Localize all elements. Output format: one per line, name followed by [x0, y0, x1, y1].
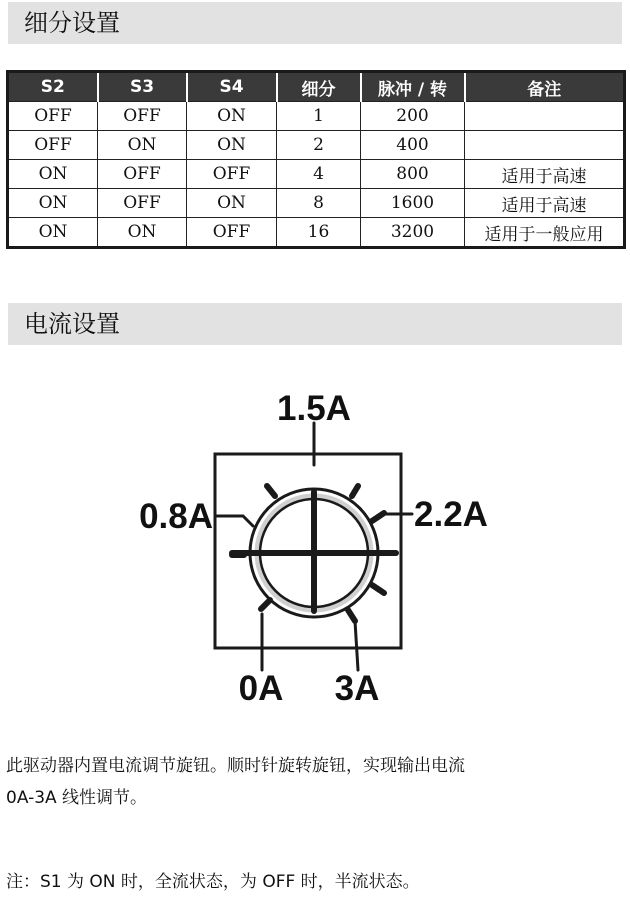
cell-s3: OFF	[98, 189, 187, 218]
table-header-row	[8, 72, 625, 102]
cell-s3: ON	[98, 218, 187, 248]
note-text: 注：S1 为 ON 时，全流状态，为 OFF 时，半流状态。	[6, 872, 420, 892]
header-remarks: 备注	[465, 72, 625, 102]
header-s2: S2	[8, 72, 98, 102]
cell-pulses: 400	[361, 131, 465, 160]
cell-pulses: 200	[361, 102, 465, 131]
cell-pulses: 800	[361, 160, 465, 189]
current-section-title: 电流设置	[8, 303, 622, 345]
cell-s2: ON	[8, 160, 98, 189]
cell-s2: ON	[8, 189, 98, 218]
leader-line-lower-right	[355, 621, 358, 670]
cell-subdivision: 16	[277, 218, 361, 248]
cell-s4: OFF	[187, 218, 277, 248]
table-row	[8, 160, 625, 189]
dial-label-2-2a: 2.2A	[414, 495, 488, 534]
dial-tick	[372, 585, 384, 593]
cell-s3: OFF	[98, 102, 187, 131]
dial-tick	[261, 600, 270, 609]
cell-remark: 适用于一般应用	[465, 218, 625, 248]
cell-remark	[465, 131, 625, 160]
table-row	[8, 218, 625, 248]
header-s3: S3	[98, 72, 187, 102]
dial-tick	[267, 486, 275, 496]
cell-s4: ON	[187, 131, 277, 160]
cell-s4: ON	[187, 102, 277, 131]
cell-s3: ON	[98, 131, 187, 160]
cell-remark: 适用于高速	[465, 189, 625, 218]
cell-s2: OFF	[8, 102, 98, 131]
dial-label-0a: 0A	[238, 669, 284, 708]
cell-s4: OFF	[187, 160, 277, 189]
description-line-2: 0A-3A 线性调节。	[6, 788, 148, 808]
current-dial-diagram	[0, 355, 630, 715]
table-row	[8, 189, 625, 218]
dial-label-0-8a: 0.8A	[139, 497, 213, 536]
dial-label-3a: 3A	[334, 669, 380, 708]
cell-s3: OFF	[98, 160, 187, 189]
header-subdivision: 细分	[277, 72, 361, 102]
cell-s2: ON	[8, 218, 98, 248]
header-pulses-per-rev: 脉冲 / 转	[361, 72, 465, 102]
cell-s2: OFF	[8, 131, 98, 160]
cell-subdivision: 2	[277, 131, 361, 160]
cell-remark: 适用于高速	[465, 160, 625, 189]
cell-remark	[465, 102, 625, 131]
dial-tick	[348, 610, 355, 621]
cell-subdivision: 1	[277, 102, 361, 131]
cell-subdivision: 8	[277, 189, 361, 218]
description-line-1: 此驱动器内置电流调节旋钮。顺时针旋转旋钮，实现输出电流	[6, 756, 465, 776]
dial-label-1-5a: 1.5A	[277, 389, 351, 428]
cell-pulses: 1600	[361, 189, 465, 218]
table-row	[8, 102, 625, 131]
dial-tick	[352, 486, 358, 496]
cell-subdivision: 4	[277, 160, 361, 189]
subdivision-table	[6, 70, 626, 249]
header-s4: S4	[187, 72, 277, 102]
cell-pulses: 3200	[361, 218, 465, 248]
subdivision-section-title: 细分设置	[8, 2, 622, 44]
cell-s4: ON	[187, 189, 277, 218]
leader-line-upper-left	[216, 516, 253, 526]
table-row	[8, 131, 625, 160]
